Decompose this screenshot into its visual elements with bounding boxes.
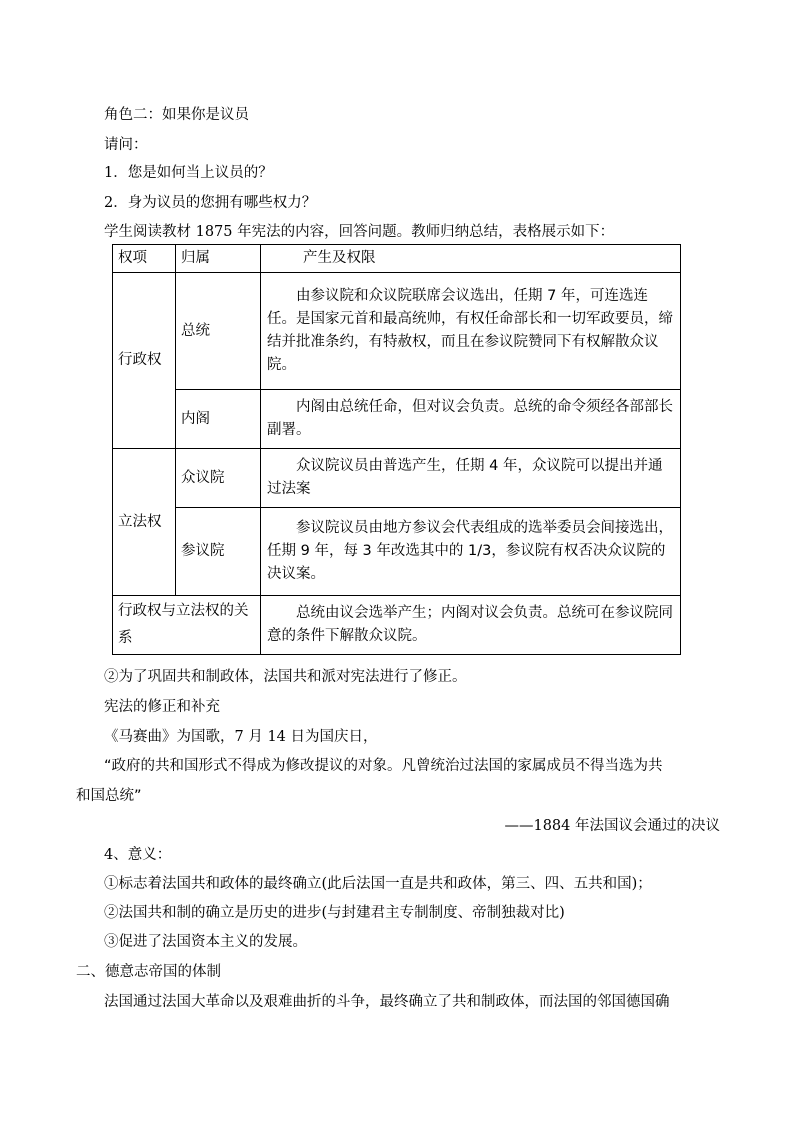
cell-president-desc: 由参议院和众议院联席会议选出，任期 7 年，可连选连任。是国家元首和最高统帅，有权任命部长和一切军政要员，缔结并批准条约，有特赦权，而且在参议院赞同下有权解散众议院。 <box>261 273 681 390</box>
table-row <box>113 596 681 655</box>
table-row <box>113 508 681 596</box>
table-row <box>113 273 681 390</box>
quote-line-2: 和国总统” <box>76 788 142 804</box>
quote-line-1: “政府的共和国形式不得成为修改提议的对象。凡曾统治过法国的家属成员不得当选为共 <box>104 758 663 774</box>
table-header-row <box>113 245 681 273</box>
cell-exec-power: 行政权 <box>113 273 176 449</box>
significance-1: ①标志着法国共和政体的最终确立(此后法国一直是共和政体，第三、四、五共和国)； <box>104 876 652 892</box>
section-2-text: 法国通过法国大革命以及艰难曲折的斗争，最终确立了共和制政体，而法国的邻国德国确 <box>104 994 670 1010</box>
question-label: 请问： <box>104 137 148 153</box>
cell-cabinet-desc: 内阁由总统任命，但对议会负责。总统的命令须经各部部长副署。 <box>261 390 681 449</box>
quote-source: ——1884 年法国议会通过的决议 <box>504 818 720 834</box>
cell-relation-desc: 总统由议会选举产生；内阁对议会负责。总统可在参议院同意的条件下解散众议院。 <box>261 596 681 655</box>
cell-senate-desc: 参议院议员由地方参议会代表组成的选举委员会间接选出，任期 9 年，每 3 年改选其中的 1/3，参议院有权否决众议院的决议案。 <box>261 508 681 596</box>
significance-3: ③促进了法国资本主义的发展。 <box>104 934 307 950</box>
header-power: 权项 <box>113 245 176 273</box>
cell-deputies-desc: 众议院议员由普选产生，任期 4 年，众议院可以提出并通过法案 <box>261 449 681 508</box>
question-1: 1．您是如何当上议员的？ <box>104 165 273 181</box>
cell-leg-power: 立法权 <box>113 449 176 596</box>
revision-title: 宪法的修正和补充 <box>104 699 220 715</box>
revision-note: ②为了巩固共和制政体，法国共和派对宪法进行了修正。 <box>104 669 467 685</box>
significance-2: ②法国共和制的确立是历史的进步(与封建君主专制制度、帝制独裁对比) <box>104 905 565 921</box>
header-scope: 产生及权限 <box>261 245 681 273</box>
cell-cabinet: 内阁 <box>176 390 261 449</box>
section-2-title: 二、德意志帝国的体制 <box>76 964 221 980</box>
table-row <box>113 449 681 508</box>
question-2: 2．身为议员的您拥有哪些权力？ <box>104 195 317 211</box>
cell-senate: 参议院 <box>176 508 261 596</box>
header-belongs: 归属 <box>176 245 261 273</box>
table-row <box>113 390 681 449</box>
constitution-table <box>112 244 681 655</box>
cell-relation: 行政权与立法权的关系 <box>113 596 261 655</box>
anthem-line: 《马赛曲》为国歌，7 月 14 日为国庆日， <box>104 729 378 745</box>
reading-note: 学生阅读教材 1875 年宪法的内容，回答问题。教师归纳总结，表格展示如下： <box>104 224 615 240</box>
role-title: 角色二：如果你是议员 <box>104 107 249 123</box>
cell-deputies: 众议院 <box>176 449 261 508</box>
significance-title: 4、意义： <box>104 847 172 863</box>
cell-president: 总统 <box>176 273 261 390</box>
